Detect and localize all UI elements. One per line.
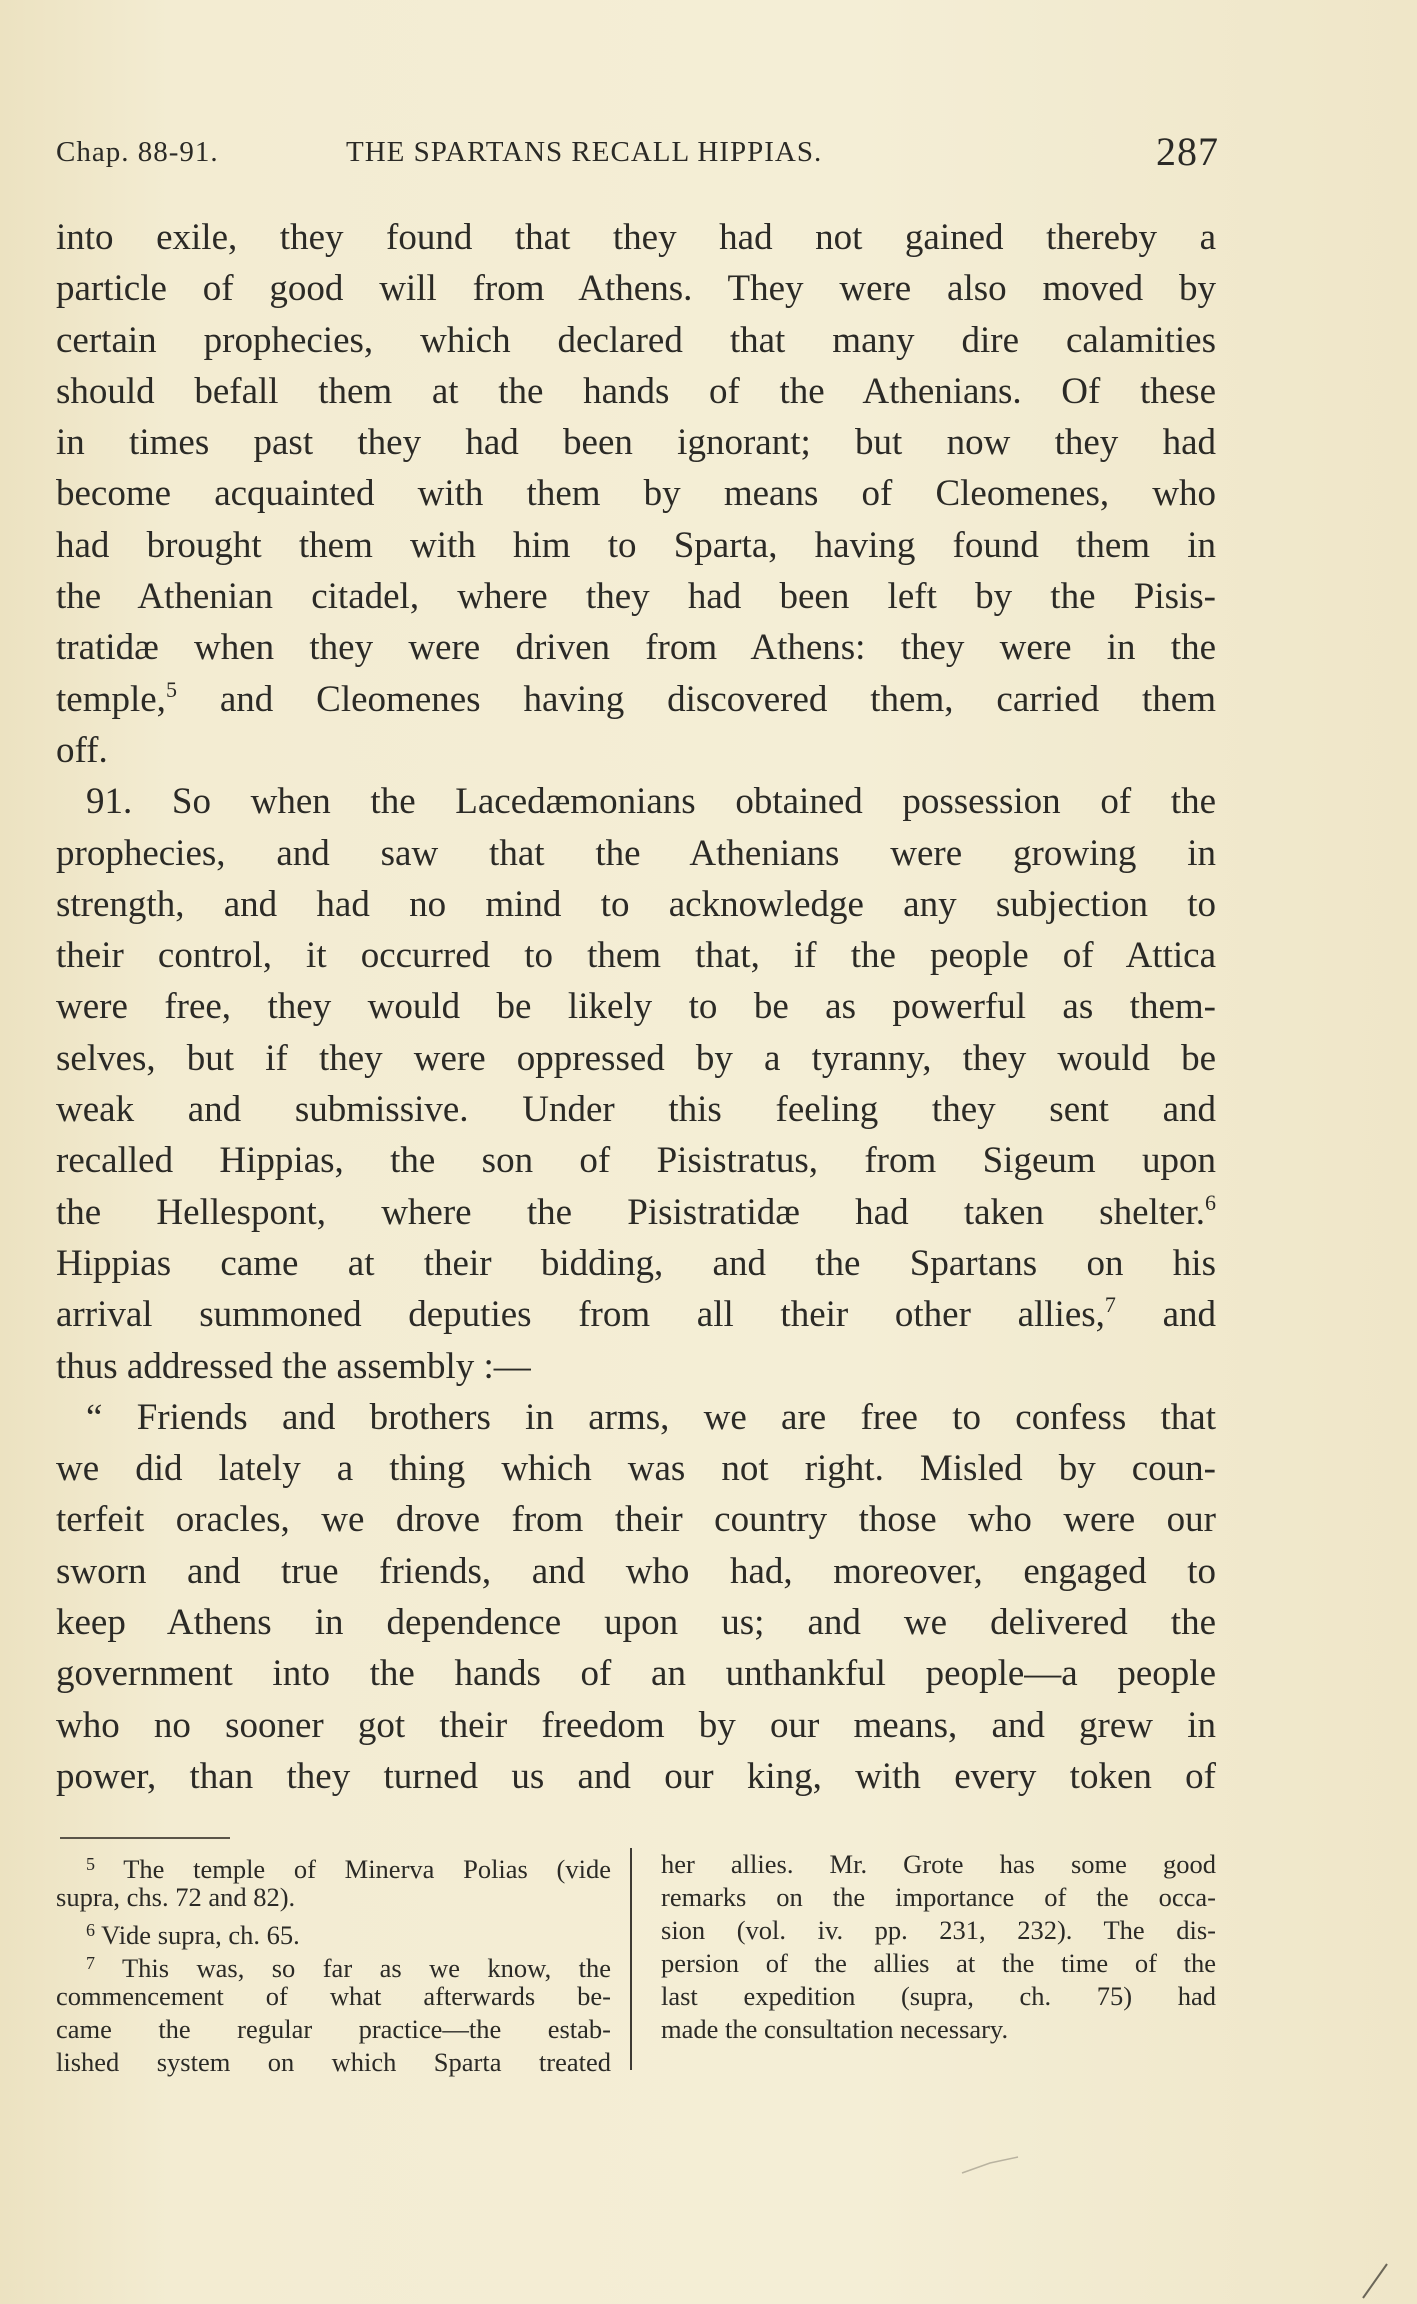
footnote-line: sion (vol. iv. pp. 231, 232). The dis- <box>661 1915 1216 1945</box>
text-line: should befall them at the hands of the Athenians. Of these <box>56 370 1216 412</box>
section-91-start: 91. So when the Lacedæmonians obtained possession of the <box>86 781 1216 823</box>
speech-start: “ Friends and brothers in arms, we are free to confess that <box>86 1396 1216 1438</box>
text-line <box>56 1289 1216 1340</box>
pencil-mark-icon <box>960 2155 1020 2175</box>
footnote-column-right <box>661 1848 1216 2046</box>
text-line: Hippias came at their bidding, and the Spartans on his <box>56 1242 1216 1284</box>
text-line: recalled Hippias, the son of Pisistratus, from Sigeum upon <box>56 1140 1216 1182</box>
chapter-reference: Chap. 88-91. <box>56 136 219 168</box>
footnote-text: Vide supra, ch. 65. <box>95 1920 300 1950</box>
page-number: 287 <box>1156 129 1219 174</box>
text-line: in times past they had been ignorant; but now they had <box>56 422 1216 464</box>
footnote-6 <box>56 1914 611 1950</box>
text-line: keep Athens in dependence upon us; and we delivered the <box>56 1602 1216 1644</box>
footnote-column-left <box>56 1848 611 2079</box>
text-line: their control, it occurred to them that, if the people of Attica <box>56 935 1216 977</box>
footnote-number: 6 <box>86 1920 95 1940</box>
footnote-line: lished system on which Sparta treated <box>56 2047 611 2077</box>
text-line: who no sooner got their freedom by our means, and grew in <box>56 1704 1216 1746</box>
text-line: government into the hands of an unthankful people—a people <box>56 1653 1216 1695</box>
text-segment: and <box>1115 1294 1216 1336</box>
footnote-line: remarks on the importance of the occa- <box>661 1882 1216 1912</box>
text-segment: temple, <box>56 678 166 720</box>
running-title: THE SPARTANS RECALL HIPPIAS. <box>346 136 823 168</box>
text-line: particle of good will from Athens. They were also moved by <box>56 268 1216 310</box>
text-line: selves, but if they were oppressed by a tyranny, they would be <box>56 1037 1216 1079</box>
text-line: terfeit oracles, we drove from their country those who were our <box>56 1499 1216 1541</box>
text-segment: and Cleomenes having discovered them, carried them <box>176 678 1216 720</box>
footnote-ref-5[interactable]: 5 <box>165 676 177 702</box>
text-line <box>56 674 1216 725</box>
footnote-line: last expedition (supra, ch. 75) had <box>661 1981 1216 2011</box>
footnote-line: her allies. Mr. Grote has some good <box>661 1849 1216 1879</box>
footnote-ref-7[interactable]: 7 <box>1104 1292 1116 1318</box>
footnote-text: The temple of Minerva Polias (vide <box>95 1854 611 1884</box>
text-segment: arrival summoned deputies from all their other allies, <box>56 1294 1105 1336</box>
footnote-text: This was, so far as we know, the <box>95 1953 611 1983</box>
text-line: the Athenian citadel, where they had been left by the Pisis- <box>56 576 1216 618</box>
text-line: certain prophecies, which declared that many dire calamities <box>56 319 1216 361</box>
text-line <box>56 1187 1216 1238</box>
text-line: tratidæ when they were driven from Athens: they were in the <box>56 627 1216 669</box>
text-line: power, than they turned us and our king, with every token of <box>56 1755 1216 1797</box>
text-line: become acquainted with them by means of Cleomenes, who <box>56 473 1216 515</box>
footnote-number: 7 <box>86 1953 95 1973</box>
main-text <box>56 212 1216 1802</box>
text-line: sworn and true friends, and who had, moreover, engaged to <box>56 1550 1216 1592</box>
footnote-number: 5 <box>86 1854 95 1874</box>
footnote-line: persion of the allies at the time of the <box>661 1948 1216 1978</box>
text-segment: the Hellespont, where the Pisistratidæ had taken shelter. <box>56 1191 1205 1233</box>
footnote-line: came the regular practice—the estab- <box>56 2014 611 2044</box>
footnote-ref-6[interactable]: 6 <box>1205 1189 1216 1215</box>
text-line: had brought them with him to Sparta, having found them in <box>56 524 1216 566</box>
footnote-7 <box>56 1947 611 1983</box>
running-header <box>56 128 1219 178</box>
pencil-stroke-icon <box>1360 2260 1390 2300</box>
text-line: prophecies, and saw that the Athenians were growing in <box>56 832 1216 874</box>
text-line: were free, they would be likely to be as powerful as them- <box>56 986 1216 1028</box>
footnote-column-divider <box>630 1848 632 2070</box>
text-line: thus addressed the assembly :— <box>56 1345 531 1387</box>
footnote-line: supra, chs. 72 and 82). <box>56 1882 296 1912</box>
footnote-line: made the consultation necessary. <box>661 2014 1009 2044</box>
text-line: we did lately a thing which was not right. Misled by coun- <box>56 1448 1216 1490</box>
footnote-5 <box>56 1848 611 1884</box>
text-line: weak and submissive. Under this feeling they sent and <box>56 1089 1216 1131</box>
footnote-rule <box>60 1837 230 1839</box>
text-line: into exile, they found that they had not gained thereby a <box>56 217 1216 258</box>
text-line: off. <box>56 729 108 771</box>
text-line: strength, and had no mind to acknowledge any subjection to <box>56 883 1216 925</box>
footnote-line: commencement of what afterwards be- <box>56 1981 611 2011</box>
